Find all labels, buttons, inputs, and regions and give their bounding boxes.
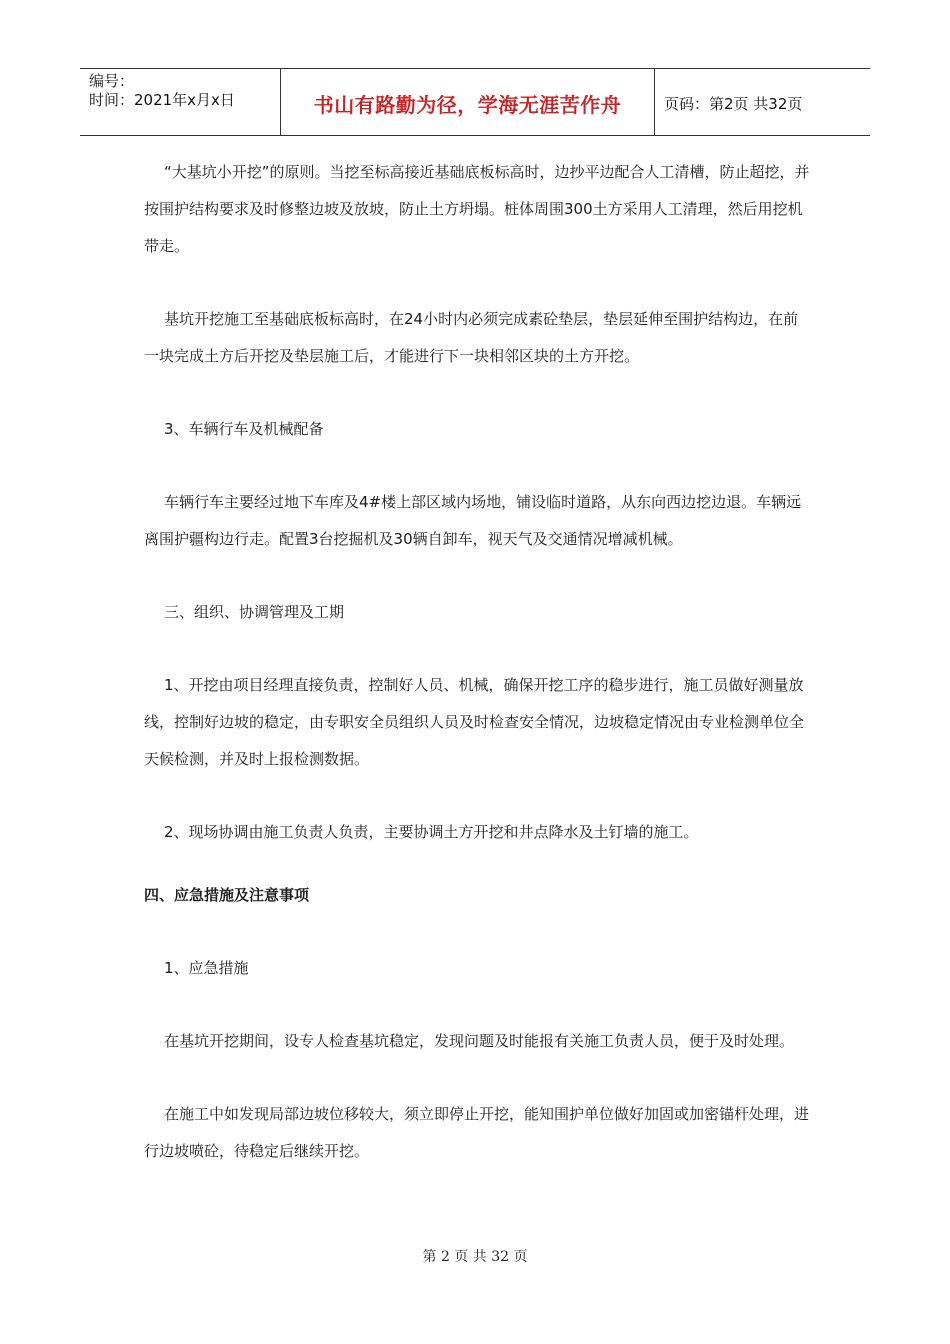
- paragraph: 车辆行车主要经过地下车库及4#楼上部区域内场地，铺设临时道路，从东向西边挖边退。车辆远离围护疆构边行走。配置3台挖掘机及30辆自卸车，视天气及交通情况增减机械。: [144, 493, 802, 548]
- paragraph: 在施工中如发现局部边坡位移较大，须立即停止开挖，能知围护单位做好加固或加密锚杆处理，进行边坡喷砼，待稳定后继续开挖。: [144, 1105, 810, 1160]
- subsection-heading: 3、车辆行车及机械配备: [164, 420, 324, 438]
- section-heading: 四、应急措施及注意事项: [144, 886, 310, 904]
- header-left-cell: [89, 72, 235, 110]
- header-page-label: 页码：第2页 共32页: [664, 95, 803, 113]
- paragraph: 2、现场协调由施工负责人负责，主要协调土方开挖和井点降水及土钉墙的施工。: [164, 823, 699, 841]
- paragraph: 在基坑开挖期间，设专人检查基坑稳定，发现问题及时能报有关施工负责人员，便于及时处理。: [164, 1032, 795, 1050]
- document-date-label: 时间：2021年x月x日: [89, 91, 235, 109]
- paragraph: 1、开挖由项目经理直接负责，控制好人员、机械，确保开挖工序的稳步进行，施工员做好测量放线，控制好边坡的稳定，由专职安全员组织人员及时检查安全情况，边坡稳定情况由专业检测单位全天候检测，并及时上报检测数据。: [144, 676, 805, 768]
- section-heading: 三、组织、协调管理及工期: [164, 603, 345, 621]
- header-divider: [654, 69, 655, 135]
- subsection-heading: 1、应急措施: [164, 959, 249, 977]
- header-motto: 书山有路勤为径，学海无涯苦作舟: [313, 93, 622, 117]
- page-footer: 第 2 页 共 32 页: [422, 1249, 528, 1265]
- paragraph: 基坑开挖施工至基础底板标高时，在24小时内必须完成素砼垫层，垫层延伸至围护结构边，在前一块完成土方后开挖及垫层施工后，才能进行下一块相邻区块的土方开挖。: [144, 310, 799, 365]
- document-number-label: 编号：: [89, 72, 135, 90]
- page-header: [80, 68, 870, 136]
- paragraph: “大基坑小开挖”的原则。当挖至标高接近基础底板标高时，边抄平边配合人工清槽，防止超挖，并按围护结构要求及时修整边坡及放坡，防止土方坍塌。桩体周围300土方采用人工清理，然后用挖机带走。: [144, 163, 810, 255]
- document-body: [144, 154, 812, 1170]
